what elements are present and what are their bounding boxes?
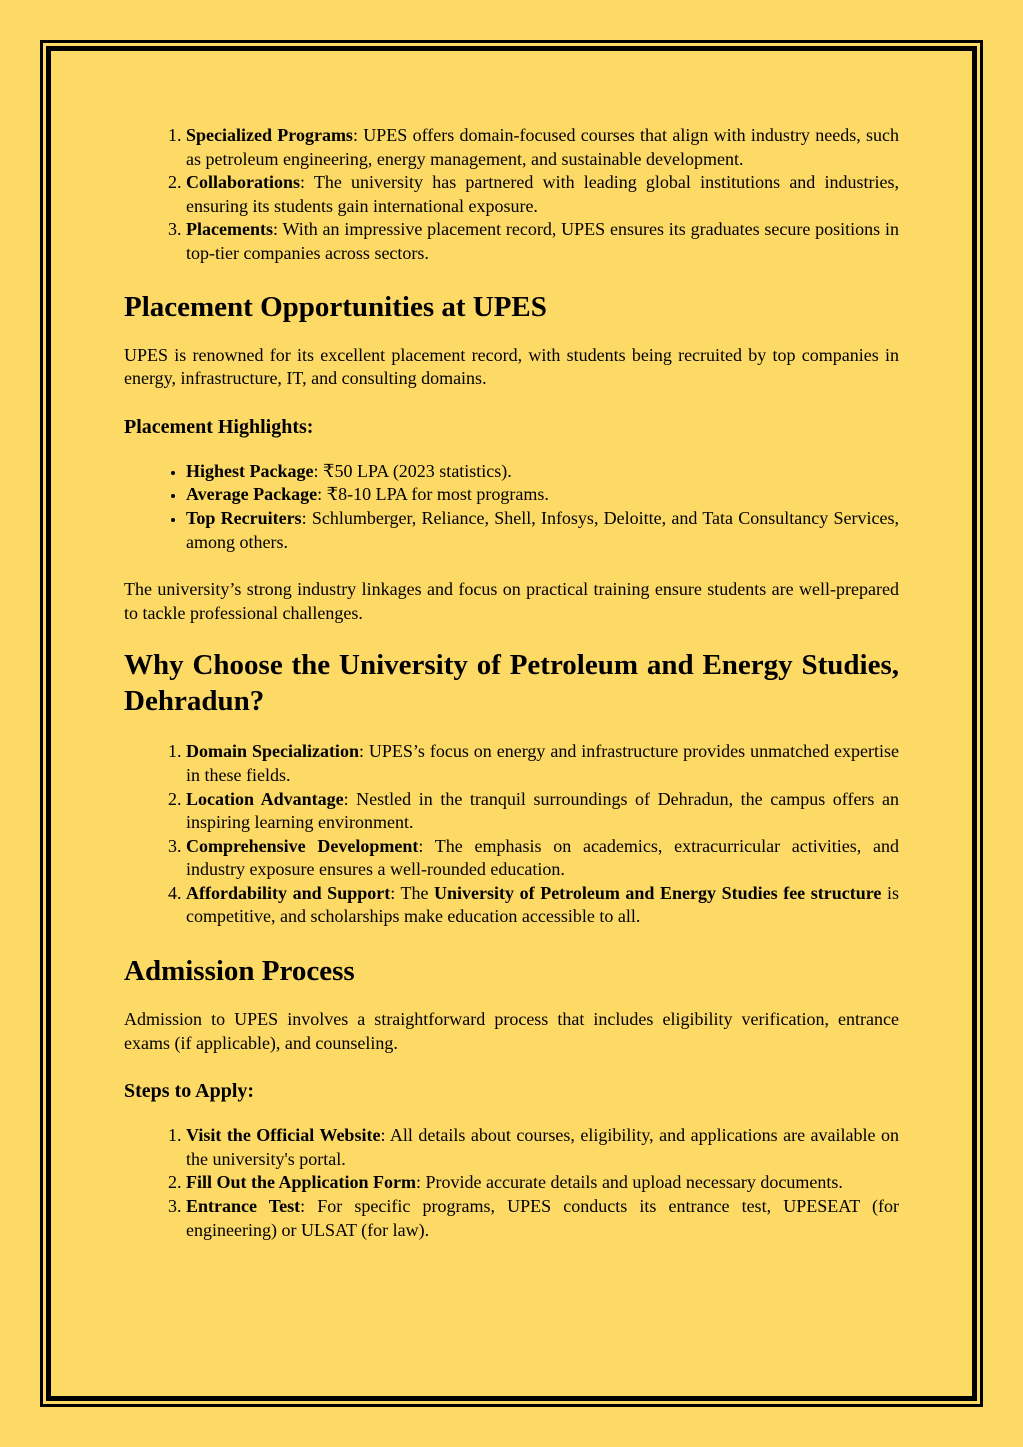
list-item-term: Affordability and Support — [186, 882, 391, 903]
list-item — [186, 1171, 899, 1195]
list-item-text: : The emphasis on academics, extracurricular activities, and industry exposure ensures a well-rounded education. — [186, 835, 899, 880]
list-item — [186, 1124, 899, 1171]
list-item-text: : The university has partnered with leading global institutions and industries, ensuring its students gain international exposure. — [186, 172, 899, 216]
steps-heading: Steps to Apply: — [124, 1080, 255, 1103]
list-item-text: : With an impressive placement record, UPES ensures its graduates secure positions in top-tier companies across sectors. — [186, 219, 899, 263]
why-list — [124, 740, 899, 929]
list-item-term: Entrance Test — [186, 1196, 301, 1217]
list-item-text: is competitive, and scholarships make education accessible to all. — [186, 882, 899, 927]
list-item-term: Location Advantage — [186, 788, 344, 809]
list-item-term: Comprehensive Development — [186, 835, 419, 856]
list-item — [186, 460, 899, 484]
list-item-term: Collaborations — [186, 172, 301, 193]
list-item — [186, 171, 899, 218]
placement-highlights-list — [124, 460, 899, 554]
placement-intro: UPES is renowned for its excellent placement record, with students being recruited by top companies in energy, infrastructure, IT, and consulting domains. — [124, 344, 899, 389]
list-item — [186, 507, 899, 554]
list-item-text: : UPES offers domain-focused courses that align with industry needs, such as petroleum engineering, energy management, and sustainable development. — [186, 125, 900, 169]
list-item-term: Fill Out the Application Form — [186, 1172, 417, 1193]
list-item-term: Average Package — [186, 484, 318, 505]
list-item — [186, 882, 899, 929]
list-item-text: : Nestled in the tranquil surroundings of Dehradun, the campus offers an inspiring learning environment. — [186, 788, 899, 833]
admission-intro: Admission to UPES involves a straightforward process that includes eligibility verification, entrance exams (if applicable), and counseling. — [124, 1009, 899, 1053]
list-item — [186, 1195, 899, 1242]
placement-outro: The university’s strong industry linkages and focus on practical training ensure students are well-prepared to tackle professional challenges. — [124, 579, 899, 623]
list-item — [186, 124, 899, 171]
list-item-term: Highest Package — [186, 460, 314, 481]
list-item — [186, 835, 899, 882]
list-item-term: Specialized Programs — [186, 125, 353, 145]
list-item — [186, 218, 899, 265]
list-item-text: : UPES’s focus on energy and infrastructure provides unmatched expertise in these fields. — [186, 741, 899, 785]
list-item-text: : ₹8-10 LPA for most programs. — [317, 484, 549, 505]
list-item-term: Domain Specialization — [186, 741, 359, 762]
list-item — [186, 740, 899, 787]
list-item-text: : For specific programs, UPES conducts its entrance test, UPESEAT (for engineering) or ULSAT (for law). — [186, 1196, 899, 1240]
list-item-text: : Provide accurate details and upload necessary documents. — [416, 1172, 843, 1193]
list-item — [186, 788, 899, 835]
intro-list — [124, 124, 899, 266]
fee-structure-emphasis: University of Petroleum and Energy Studies fee structure — [434, 882, 882, 903]
list-item-text: : The — [390, 882, 435, 903]
document-content — [124, 124, 899, 1242]
list-item-term: Visit the Official Website — [186, 1125, 381, 1146]
list-item-text: : ₹50 LPA (2023 statistics). — [313, 460, 512, 481]
list-item — [186, 483, 899, 507]
placement-heading: Placement Opportunities at UPES — [124, 290, 547, 323]
steps-list — [124, 1124, 899, 1242]
list-item-text: : Schlumberger, Reliance, Shell, Infosys, Deloitte, and Tata Consultancy Services, among others. — [186, 507, 899, 552]
list-item-text: : All details about courses, eligibility, and applications are available on the university's portal. — [186, 1125, 899, 1169]
why-heading: Why Choose the University of Petroleum and Energy Studies, Dehradun? — [124, 649, 899, 718]
admission-heading: Admission Process — [124, 955, 355, 988]
placement-highlights-heading: Placement Highlights: — [124, 415, 314, 438]
list-item-term: Placements — [186, 219, 273, 240]
list-item-term: Top Recruiters — [186, 507, 302, 528]
